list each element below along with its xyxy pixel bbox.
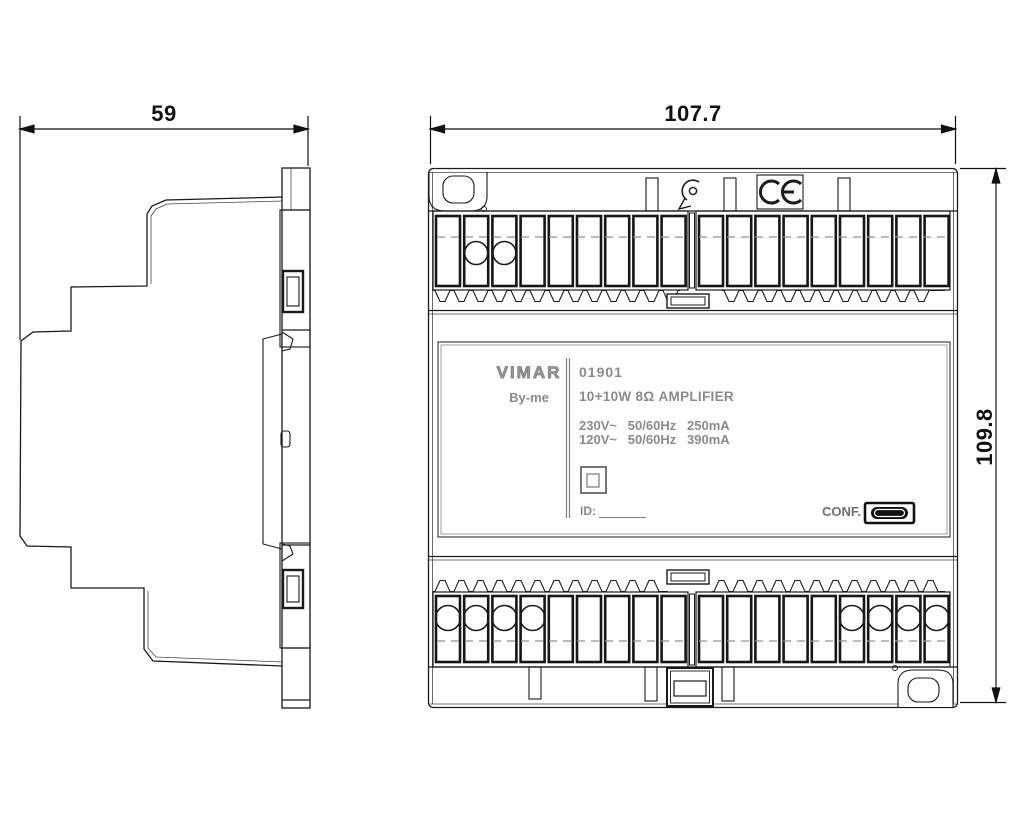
dim-front-width: 107.7 <box>664 101 722 126</box>
system-name: By-me <box>509 390 549 405</box>
dim-side-width: 59 <box>151 101 177 126</box>
brand-logo-text: VIMAR <box>496 363 562 382</box>
id-write-line <box>599 517 646 518</box>
rating-line-1: 230V~ 50/60Hz 250mA <box>579 418 730 433</box>
latch-top <box>667 294 709 308</box>
latch-bottom <box>667 570 709 584</box>
rating-line-2: 120V~ 50/60Hz 390mA <box>579 432 730 447</box>
id-label: ID: <box>580 504 596 518</box>
product-name: 10+10W 8Ω AMPLIFIER <box>579 389 734 404</box>
product-code: 01901 <box>579 364 623 380</box>
conf-label: CONF. <box>822 504 861 519</box>
din-rail-clip <box>667 668 713 706</box>
side-front-face <box>282 168 310 708</box>
side-profile <box>20 197 283 666</box>
conf-slide-button-icon <box>865 503 914 523</box>
dim-front-height: 109.8 <box>972 408 997 466</box>
side-view <box>20 168 310 708</box>
